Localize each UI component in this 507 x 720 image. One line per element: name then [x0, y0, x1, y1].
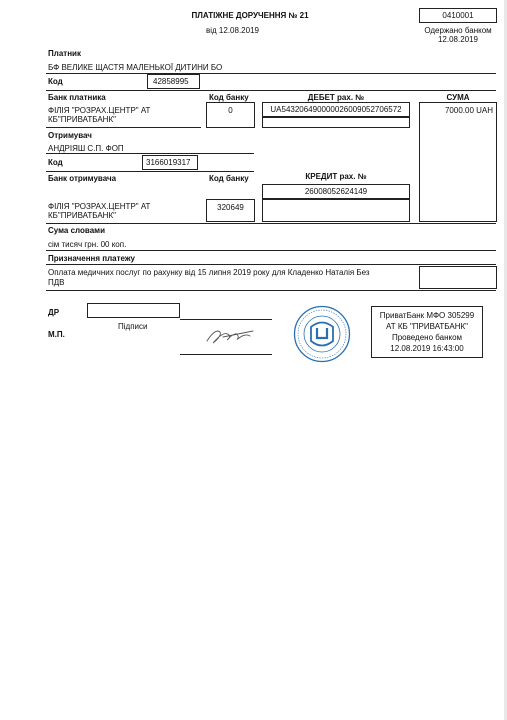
- sum-label: СУМА: [446, 93, 470, 102]
- bank-seal: [293, 305, 351, 363]
- signature-line: [180, 319, 272, 320]
- credit-account-extra-box: [262, 199, 410, 222]
- payer-code-box: [147, 74, 200, 89]
- recipient-bank-code: 320649: [217, 203, 244, 212]
- payer-bank-name-line2: КБ"ПРИВАТБАНК": [48, 115, 116, 124]
- recipient-bank-name-line2: КБ"ПРИВАТБАНК": [48, 211, 116, 220]
- dr-label: ДР: [48, 308, 60, 317]
- stamp-line1: ПриватБанк МФО 305299: [379, 311, 475, 320]
- divider: [46, 171, 254, 172]
- debit-account-box: [262, 102, 410, 117]
- sum-value: 7000.00 UAH: [444, 106, 493, 115]
- doc-code-box: [419, 8, 497, 23]
- mp-label: М.П.: [48, 330, 65, 339]
- credit-account: 26008052624149: [304, 187, 368, 196]
- debit-account: UA543206490000026009052706572: [270, 105, 402, 114]
- recipient-bank-code-label: Код банку: [209, 174, 249, 183]
- divider: [46, 290, 496, 291]
- amount-words-label: Сума словами: [48, 226, 106, 235]
- handwritten-signature: [204, 324, 256, 346]
- signatures-label: Підписи: [118, 322, 148, 331]
- purpose-line2: ПДВ: [48, 278, 65, 287]
- signature-line: [180, 354, 272, 355]
- amount-words-value: сім тисяч грн. 00 коп.: [48, 240, 127, 249]
- divider: [46, 264, 496, 265]
- recipient-bank-code-box: [206, 199, 255, 222]
- recipient-code: 3166019317: [146, 158, 191, 167]
- stamp-line2: АТ КБ "ПРИВАТБАНК": [386, 322, 468, 331]
- credit-label: КРЕДИТ рах. №: [305, 172, 367, 181]
- divider: [46, 73, 496, 74]
- payer-bank-code-label: Код банку: [209, 93, 249, 102]
- purpose-label: Призначення платежу: [48, 254, 136, 263]
- document-date: від 12.08.2019: [206, 26, 259, 35]
- recipient-section-label: Отримувач: [48, 131, 92, 140]
- document-title: ПЛАТІЖНЕ ДОРУЧЕННЯ № 21: [191, 11, 309, 20]
- bank-processed-stamp: [371, 306, 483, 358]
- recipient-code-box: [142, 155, 198, 170]
- debit-account-extra-box: [262, 117, 410, 128]
- divider: [46, 90, 496, 91]
- purpose-line1: Оплата медичних послуг по рахунку від 15 липня 2019 року для Кладенко Наталія Без: [48, 268, 370, 277]
- payer-bank-code-box: [206, 102, 255, 128]
- purpose-side-box: [419, 266, 497, 289]
- received-label: Одержано банком: [424, 26, 492, 35]
- received-date: 12.08.2019: [437, 35, 479, 44]
- credit-account-box: [262, 184, 410, 199]
- stamp-line4: 12.08.2019 16:43:00: [390, 344, 464, 353]
- stamp-line3: Проведено банком: [391, 333, 463, 342]
- payer-bank-code: 0: [228, 106, 233, 115]
- payer-bank-label: Банк платника: [48, 93, 106, 102]
- divider: [46, 223, 496, 224]
- payer-section-label: Платник: [48, 49, 81, 58]
- payer-bank-name-line1: ФІЛІЯ "РОЗРАХ.ЦЕНТР" АТ: [48, 106, 151, 115]
- divider: [46, 127, 201, 128]
- recipient-code-label: Код: [48, 158, 63, 167]
- payer-code: 42858995: [153, 77, 189, 86]
- payer-code-label: Код: [48, 77, 63, 86]
- doc-code: 0410001: [442, 11, 474, 20]
- payer-name: БФ ВЕЛИКЕ ЩАСТЯ МАЛЕНЬКОЇ ДИТИНИ БО: [48, 63, 223, 72]
- divider: [46, 153, 254, 154]
- dr-box: [87, 303, 180, 318]
- debit-label: ДЕБЕТ рах. №: [307, 93, 365, 102]
- divider: [46, 250, 496, 251]
- recipient-name: АНДРІЯШ С.П. ФОП: [48, 144, 124, 153]
- recipient-bank-name-line1: ФІЛІЯ "РОЗРАХ.ЦЕНТР" АТ: [48, 202, 151, 211]
- sum-box: [419, 102, 497, 222]
- recipient-bank-label: Банк отримувача: [48, 174, 117, 183]
